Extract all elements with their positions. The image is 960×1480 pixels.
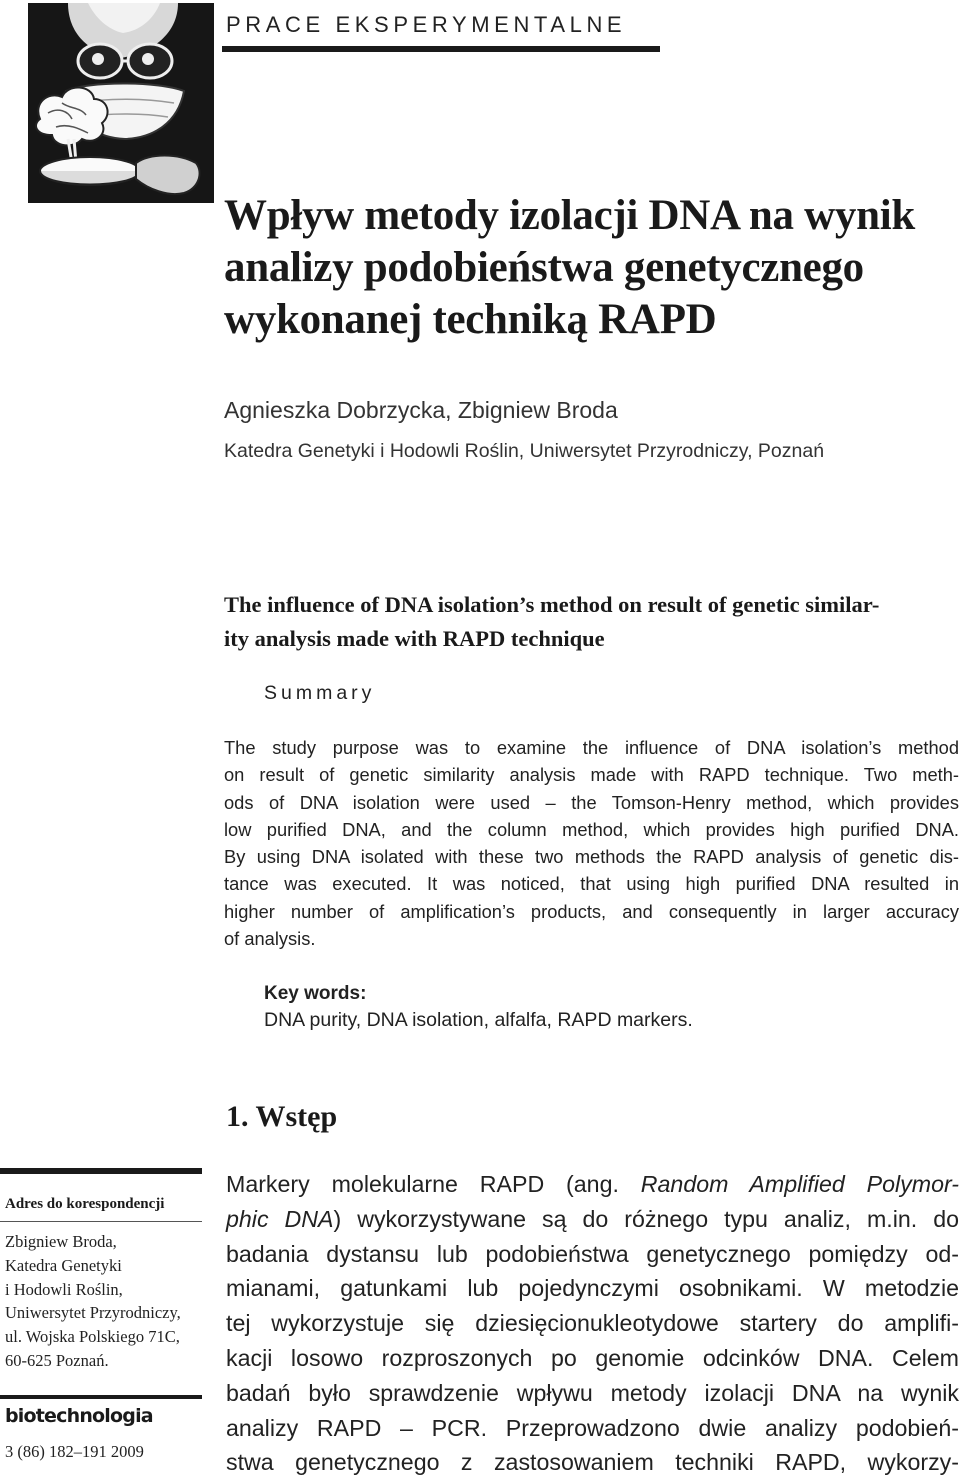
journal-issue: 3 (86) 182–191 2009 — [5, 1442, 144, 1461]
summary-text — [224, 734, 959, 952]
summary-line: The study purpose was to examine the influence of DNA isolation’s method — [224, 737, 959, 758]
summary-line: ods of DNA isolation were used – the Tomson-Henry method, which provides — [224, 791, 959, 813]
title-line: Wpływ metody izolacji DNA na wynik — [224, 192, 915, 239]
authors: Agnieszka Dobrzycka, Zbigniew Broda — [224, 397, 618, 423]
body-line: badania dystansu lub podobieństwa genetycznego pomiędzy od- — [226, 1240, 959, 1267]
address-line: ul. Wojska Polskiego 71C, — [5, 1327, 180, 1347]
correspondence-rule — [0, 1221, 202, 1222]
address-line: i Hodowli Roślin, — [5, 1279, 123, 1299]
summary-line: of analysis. — [224, 928, 316, 950]
english-title — [224, 588, 959, 656]
address-line: Katedra Genetyki — [5, 1255, 122, 1275]
correspondence-heading: Adres do korespondencji — [5, 1196, 165, 1212]
body-text — [226, 1167, 959, 1480]
title-line: analizy podobieństwa genetycznego — [224, 244, 864, 291]
body-line — [226, 1167, 959, 1202]
summary-line: By using DNA isolated with these two methods the RAPD analysis of genetic dis- — [224, 846, 959, 868]
summary-line: higher number of amplification’s products, and consequently in larger accuracy — [224, 900, 959, 922]
scientist-illustration-logo — [28, 3, 214, 203]
english-title-line: The influence of DNA isolation’s method on result of genetic similar- — [224, 592, 880, 617]
summary-line: low purified DNA, and the column method, which provides high purified DNA. — [224, 818, 959, 840]
keywords-label: Key words: — [264, 983, 367, 1004]
body-text-run: Markery molekularne RAPD (ang. — [226, 1171, 641, 1197]
header-rule — [222, 46, 660, 52]
summary-line: tance was executed. It was noticed, that using high purified DNA resulted in — [224, 873, 959, 895]
english-title-line: ity analysis made with RAPD technique — [224, 626, 605, 651]
sidebar-top-rule — [0, 1168, 202, 1174]
body-line: mianami, gatunkami lub pojedynczymi osobnikami. W metodzie — [226, 1275, 959, 1302]
keywords-text: DNA purity, DNA isolation, alfalfa, RAPD markers. — [264, 1009, 693, 1031]
body-line: kacji losowo rozproszonych po genomie odcinków DNA. Celem — [226, 1344, 959, 1371]
journal-name: biotechnologia — [5, 1405, 153, 1427]
body-line: tej wykorzystuje się dziesięcionukleotydowe startery do amplifi- — [226, 1310, 959, 1337]
address-line: Uniwersytet Przyrodniczy, — [5, 1303, 181, 1323]
title-line: wykonanej techniką RAPD — [224, 296, 717, 343]
body-text-run: ) wykorzystywane są do różnego typu analiz, m.in. do — [333, 1205, 959, 1232]
correspondence-address — [5, 1230, 181, 1373]
summary-line: on result of genetic similarity analysis made with RAPD technique. Two meth- — [224, 764, 959, 786]
body-italic-run: Random Amplified Polymor- — [640, 1171, 959, 1197]
address-line: Zbigniew Broda, — [5, 1232, 117, 1251]
body-line: analizy RAPD – PCR. Przeprowadzono dwie analizy podobień- — [226, 1414, 959, 1441]
affiliation: Katedra Genetyki i Hodowli Roślin, Uniwersytet Przyrodniczy, Poznań — [224, 440, 825, 462]
section-label: PRACE EKSPERYMENTALNE — [226, 12, 627, 37]
summary-heading: Summary — [264, 682, 376, 704]
sidebar-bottom-rule — [0, 1395, 202, 1399]
address-line: 60-625 Poznań. — [5, 1350, 109, 1370]
body-line: stwa genetycznego z zastosowaniem techniki RAPD, wykorzy- — [226, 1449, 959, 1476]
section-heading: 1. Wstęp — [226, 1100, 338, 1133]
body-line — [226, 1202, 959, 1237]
body-line: badań było sprawdzenie wpływu metody izolacji DNA na wynik — [226, 1379, 959, 1406]
article-title — [224, 190, 954, 346]
body-italic-run: phic DNA — [226, 1205, 334, 1232]
